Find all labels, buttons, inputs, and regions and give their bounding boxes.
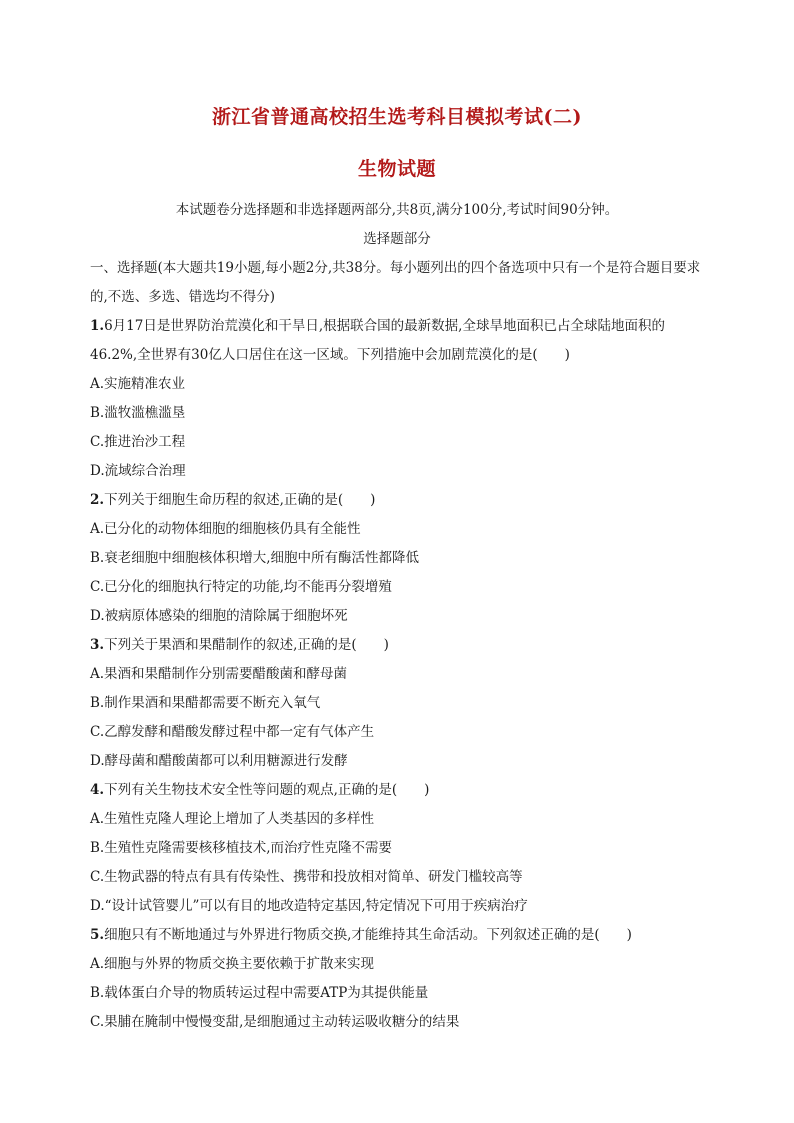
option-a: A.实施精准农业 xyxy=(90,376,186,392)
question-text: 下列关于细胞生命历程的叙述,正确的是( ) xyxy=(104,492,376,508)
section-title: 选择题部分 xyxy=(363,231,431,247)
question-number: 3. xyxy=(90,637,105,653)
document-page xyxy=(90,100,704,1037)
question-text: 6月17日是世界防治荒漠化和干旱日,根据联合国的最新数据,全球旱地面积已占全球陆地面积的46.2%,全世界有30亿人口居住在这一区域。下列措施中会加剧荒漠化的是( ) xyxy=(90,318,665,363)
option-d: D.被病原体感染的细胞的清除属于细胞坏死 xyxy=(90,608,348,624)
option-c: C.生物武器的特点有具有传染性、携带和投放相对简单、研发门槛较高等 xyxy=(90,869,523,885)
question-5 xyxy=(90,921,704,1037)
option-c: C.乙醇发酵和醋酸发酵过程中都一定有气体产生 xyxy=(90,724,375,740)
option-c: C.已分化的细胞执行特定的功能,均不能再分裂增殖 xyxy=(90,579,392,595)
option-a: A.细胞与外界的物质交换主要依赖于扩散来实现 xyxy=(90,956,375,972)
option-b: B.衰老细胞中细胞核体积增大,细胞中所有酶活性都降低 xyxy=(90,550,420,566)
exam-title: 浙江省普通高校招生选考科目模拟考试(二) xyxy=(212,106,582,128)
question-4 xyxy=(90,776,704,921)
option-d: D.酵母菌和醋酸菌都可以利用糖源进行发酵 xyxy=(90,753,348,769)
section-instructions: 一、选择题(本大题共19小题,每小题2分,共38分。每小题列出的四个备选项中只有一个是符合题目要求的,不选、多选、错选均不得分) xyxy=(90,260,701,305)
option-b: B.制作果酒和果醋都需要不断充入氧气 xyxy=(90,695,321,711)
question-stem xyxy=(90,776,704,805)
question-2 xyxy=(90,486,704,631)
option-c: C.推进治沙工程 xyxy=(90,434,186,450)
option-a: A.生殖性克隆人理论上增加了人类基因的多样性 xyxy=(90,811,375,827)
question-stem xyxy=(90,631,704,660)
question-text: 细胞只有不断地通过与外界进行物质交换,才能维持其生命活动。下列叙述正确的是( ) xyxy=(104,927,632,943)
option-a: A.已分化的动物体细胞的细胞核仍具有全能性 xyxy=(90,521,361,537)
option-b: B.载体蛋白介导的物质转运过程中需要ATP为其提供能量 xyxy=(90,985,429,1001)
question-text: 下列关于果酒和果醋制作的叙述,正确的是( ) xyxy=(104,637,389,653)
option-b: B.生殖性克隆需要核移植技术,而治疗性克隆不需要 xyxy=(90,840,393,856)
question-stem xyxy=(90,486,704,515)
question-3 xyxy=(90,631,704,776)
question-1 xyxy=(90,312,704,486)
exam-intro: 本试题卷分选择题和非选择题两部分,共8页,满分100分,考试时间90分钟。 xyxy=(175,202,619,218)
option-b: B.滥牧滥樵滥垦 xyxy=(90,405,186,421)
exam-subtitle: 生物试题 xyxy=(357,158,436,180)
option-d: D.流域综合治理 xyxy=(90,463,186,479)
question-number: 1. xyxy=(90,318,105,334)
option-d: D.“设计试管婴儿”可以有目的地改造特定基因,特定情况下可用于疾病治疗 xyxy=(90,898,528,914)
option-c: C.果脯在腌制中慢慢变甜,是细胞通过主动转运吸收糖分的结果 xyxy=(90,1014,460,1030)
question-number: 5. xyxy=(90,927,105,943)
option-a: A.果酒和果醋制作分别需要醋酸菌和酵母菌 xyxy=(90,666,348,682)
question-stem xyxy=(90,921,704,950)
question-text: 下列有关生物技术安全性等问题的观点,正确的是( ) xyxy=(104,782,430,798)
question-stem xyxy=(90,312,704,370)
question-number: 2. xyxy=(90,492,105,508)
question-number: 4. xyxy=(90,782,105,798)
